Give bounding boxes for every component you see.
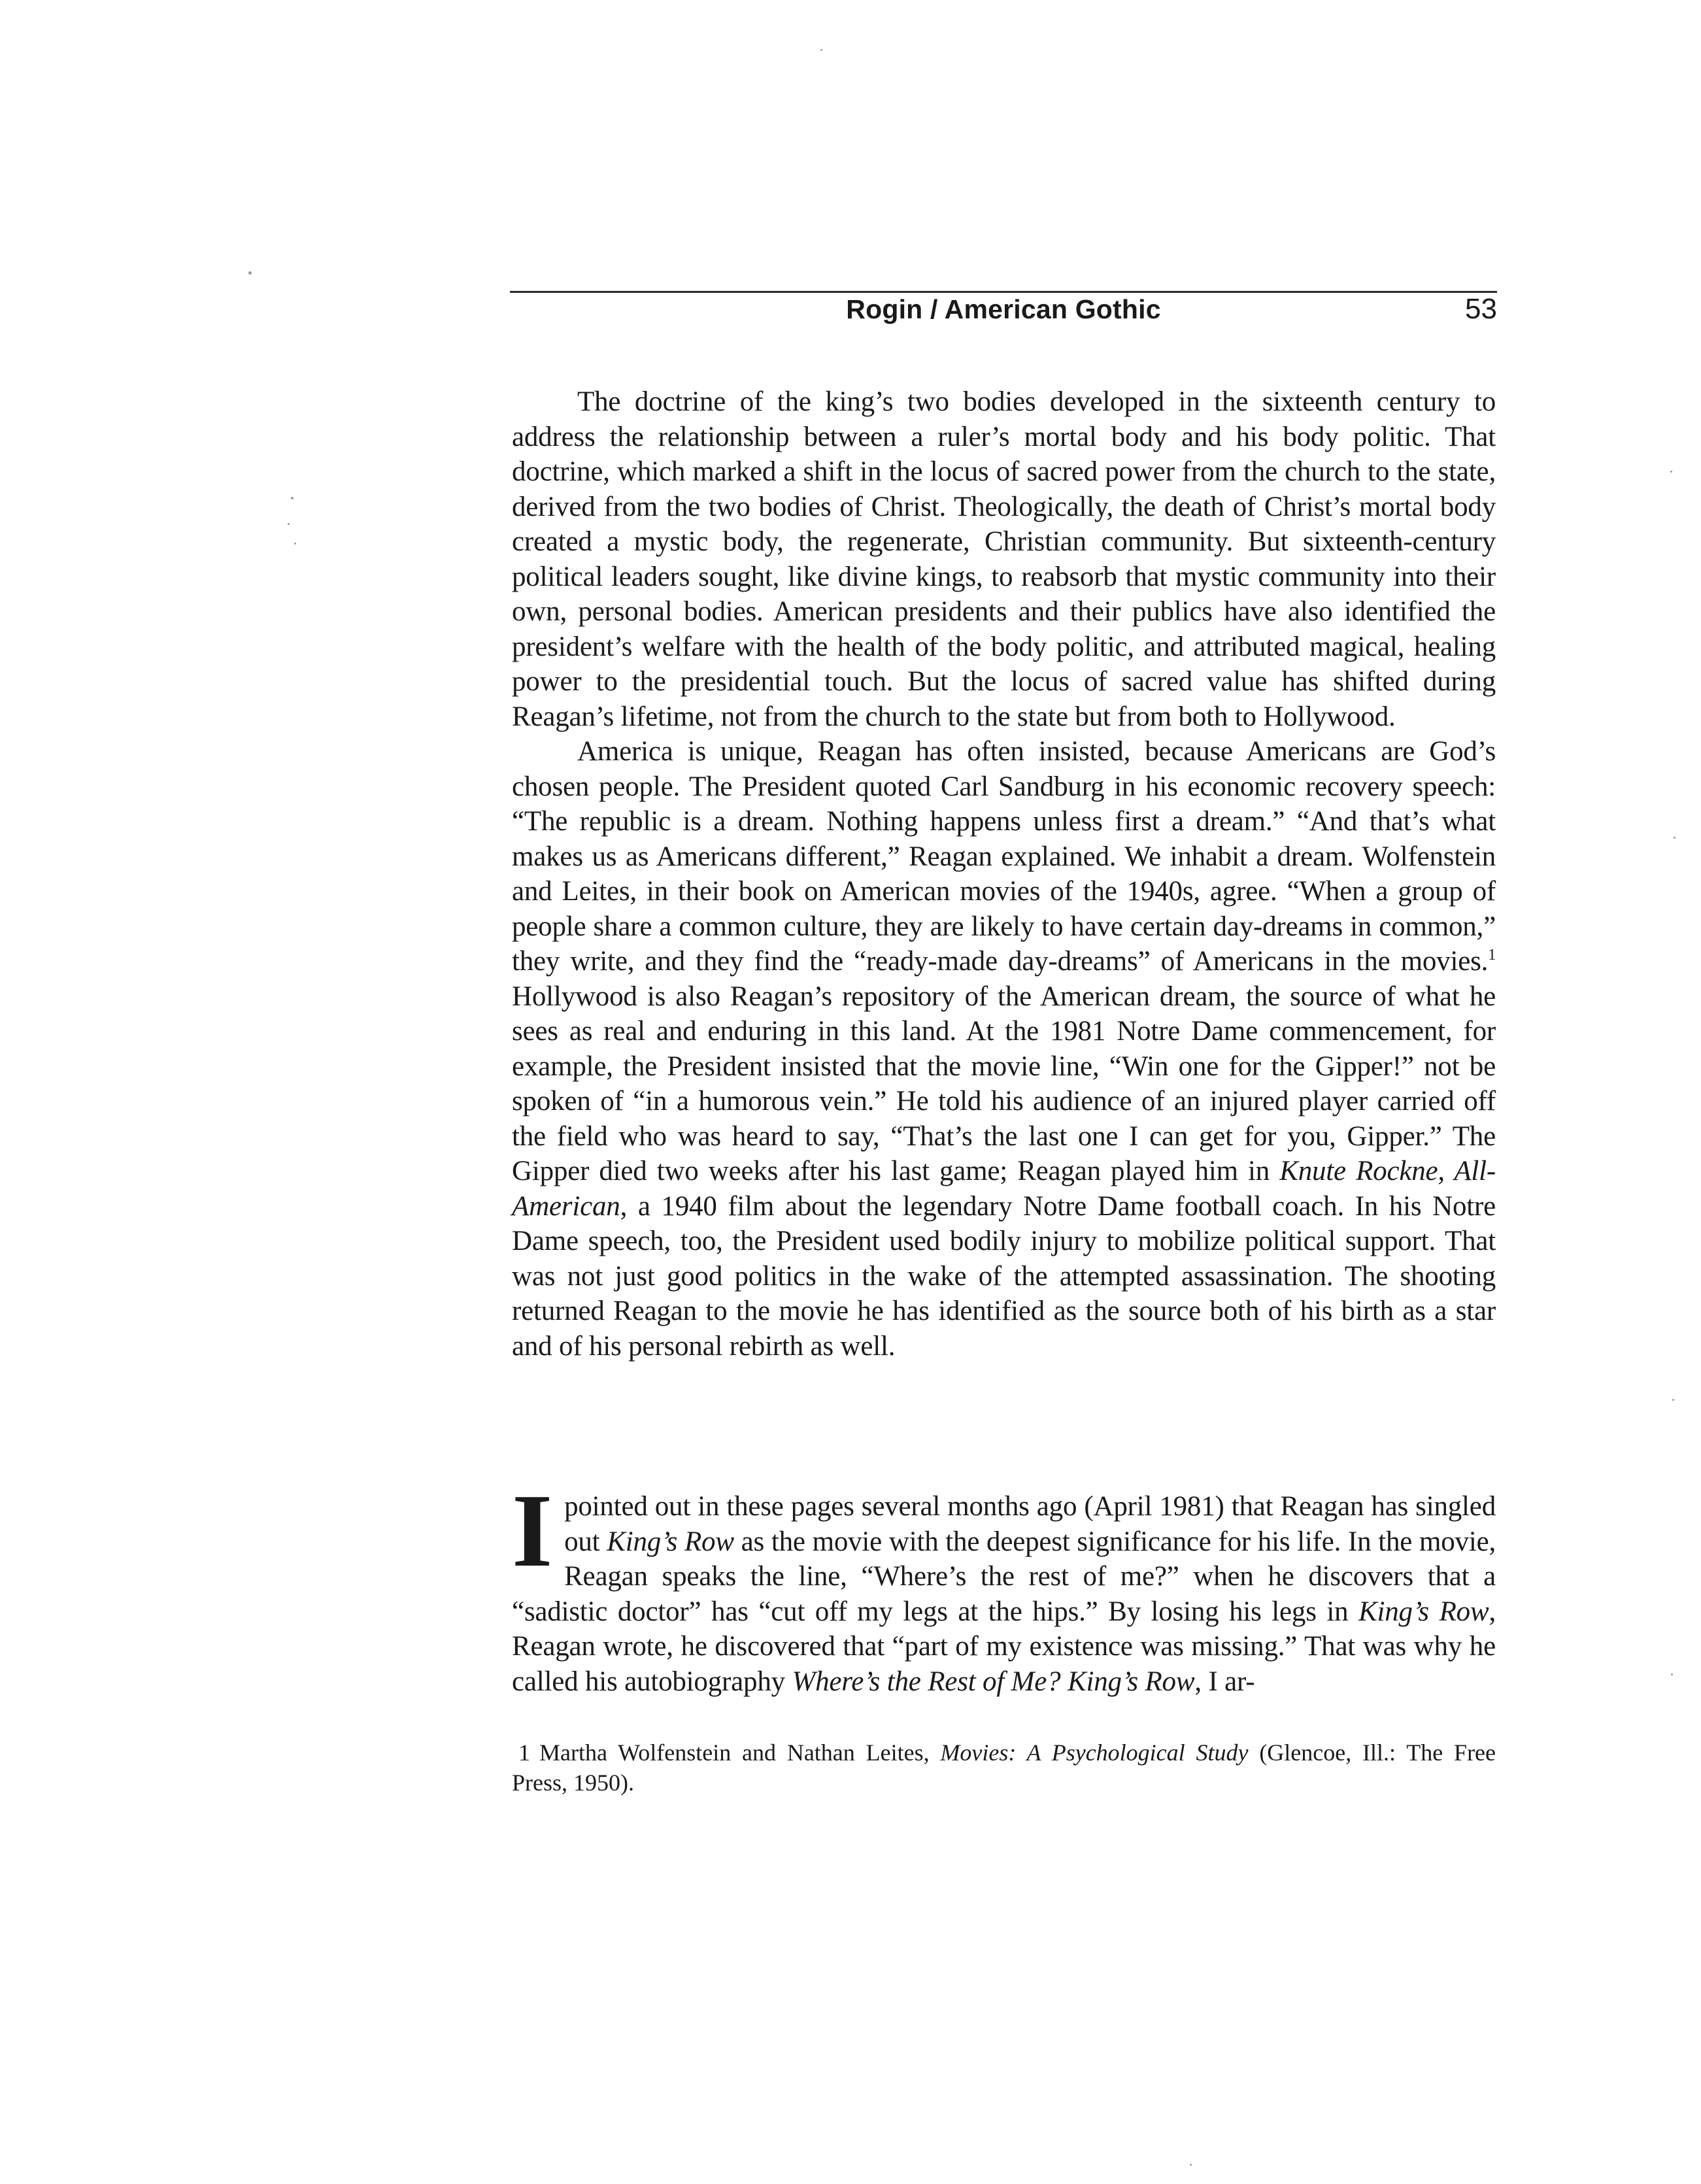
paragraph-3-text-a: pointed out in these pages several months ago (April 1981) that Reagan has singled out (564, 1491, 1496, 1557)
paragraph-3-text-c: , Reagan wrote, he discovered that “part of my existence was missing.” That was why he called his autobiography (512, 1596, 1496, 1697)
scan-speck (1670, 471, 1672, 473)
section-kings-row (512, 1472, 1496, 1699)
scan-speck (1674, 837, 1676, 839)
footnote-book-title: Movies: A Psychological Study (940, 1739, 1249, 1766)
paragraph-3-space (1060, 1666, 1068, 1697)
film-title-knute-rockne: Knute Rockne, All-American (512, 1156, 1496, 1222)
running-head (510, 293, 1497, 332)
paragraph-1: The doctrine of the king’s two bodies developed in the sixteenth century to address the relationship between a ruler’s mortal body and his body politic. That doctrine, which marked a shift in the locus of sacred power from the church to the state, derived from the two bodies of Christ. Theologically, the death of Christ’s mortal body created a mystic body, the regenerate, Christian community. But sixteenth-century political leaders sought, like divine kings, to reabsorb that mystic community into their own, personal bodies. American presidents and their publics have also identified the president’s welfare with the health of the body politic, and attributed magical, healing power to the presidential touch. But the locus of sacred value has shifted during Reagan’s lifetime, not from the church to the state but from both to Hollywood. (512, 386, 1496, 732)
film-title-kings-row: King’s Row (1358, 1596, 1489, 1627)
paragraph-2-text-b: Hollywood is also Reagan’s repository of the American dream, the source of what he sees as real and enduring in this land. At the 1981 Notre Dame commencement, for example, the President insisted that the movie line, “Win one for the Gipper!” not be spoken of “in a humorous vein.” He told his audience of an injured player carried off the field who was heard to say, “That’s the last one I can get for you, Gipper.” The Gipper died two weeks after his last game; Reagan played him in (512, 981, 1496, 1186)
footnote-number: 1 (518, 1739, 530, 1766)
scan-speck (1190, 2164, 1192, 2166)
scan-speck (248, 271, 252, 275)
scan-speck (288, 523, 290, 525)
footnote-text-a: Martha Wolfenstein and Nathan Leites, (539, 1739, 941, 1766)
paragraph-2-text-a: America is unique, Reagan has often insisted, because Americans are God’s chosen people. The President quoted Carl Sandburg in his economic recovery speech: “The republic is a dream. Nothing happens unless first a dream.” “And that’s what makes us as Americans different,” Reagan explained. We inhabit a dream. Wolfenstein and Leites, in their book on American movies of the 1940s, agree. “When a group of people share a common culture, they are likely to have certain day-dreams in common,” they write, and they find the “ready-made day-dreams” of Americans in the movies. (512, 736, 1496, 977)
paragraph-2-text-c: , a 1940 film about the legendary Notre Dame football coach. In his Notre Dame speech, too, the President used bodily injury to mobilize political support. That was not just good politics in the wake of the attempted assassination. The shooting returned Reagan to the movie he has identified as the source both of his birth as a star and of his personal rebirth as well. (512, 1190, 1496, 1362)
film-title-kings-row: King’s Row (1068, 1666, 1195, 1697)
footnote-ref-1: 1 (1488, 947, 1496, 964)
page-number: 53 (1465, 293, 1497, 325)
paragraph-2 (512, 734, 1496, 1364)
scan-speck (1672, 1399, 1674, 1401)
paragraph-3 (512, 1472, 1496, 1699)
footnote-text-b: (Glencoe, Ill.: The Free Press, 1950). (512, 1739, 1496, 1796)
scan-speck (291, 497, 294, 499)
scan-speck (1671, 1673, 1673, 1675)
drop-cap: I (512, 1472, 553, 1588)
scan-speck (294, 543, 296, 545)
paragraph-3-text-b: as the movie with the deepest significance for his life. In the movie, Reagan speaks the line, “Where’s the rest of me?” when he discovers that a “sadistic doctor” has “cut off my legs at the hips.” By losing his legs in (512, 1526, 1496, 1627)
book-title-wheres-the-rest-of-me: Where’s the Rest of Me? (792, 1666, 1061, 1697)
body-column (512, 384, 1496, 1364)
running-title: Rogin / American Gothic (846, 294, 1161, 324)
footnote-1 (512, 1738, 1496, 1798)
paragraph-3-text-d: , I ar- (1194, 1666, 1255, 1697)
film-title-kings-row: King’s Row (607, 1526, 734, 1557)
scan-speck (820, 49, 822, 51)
